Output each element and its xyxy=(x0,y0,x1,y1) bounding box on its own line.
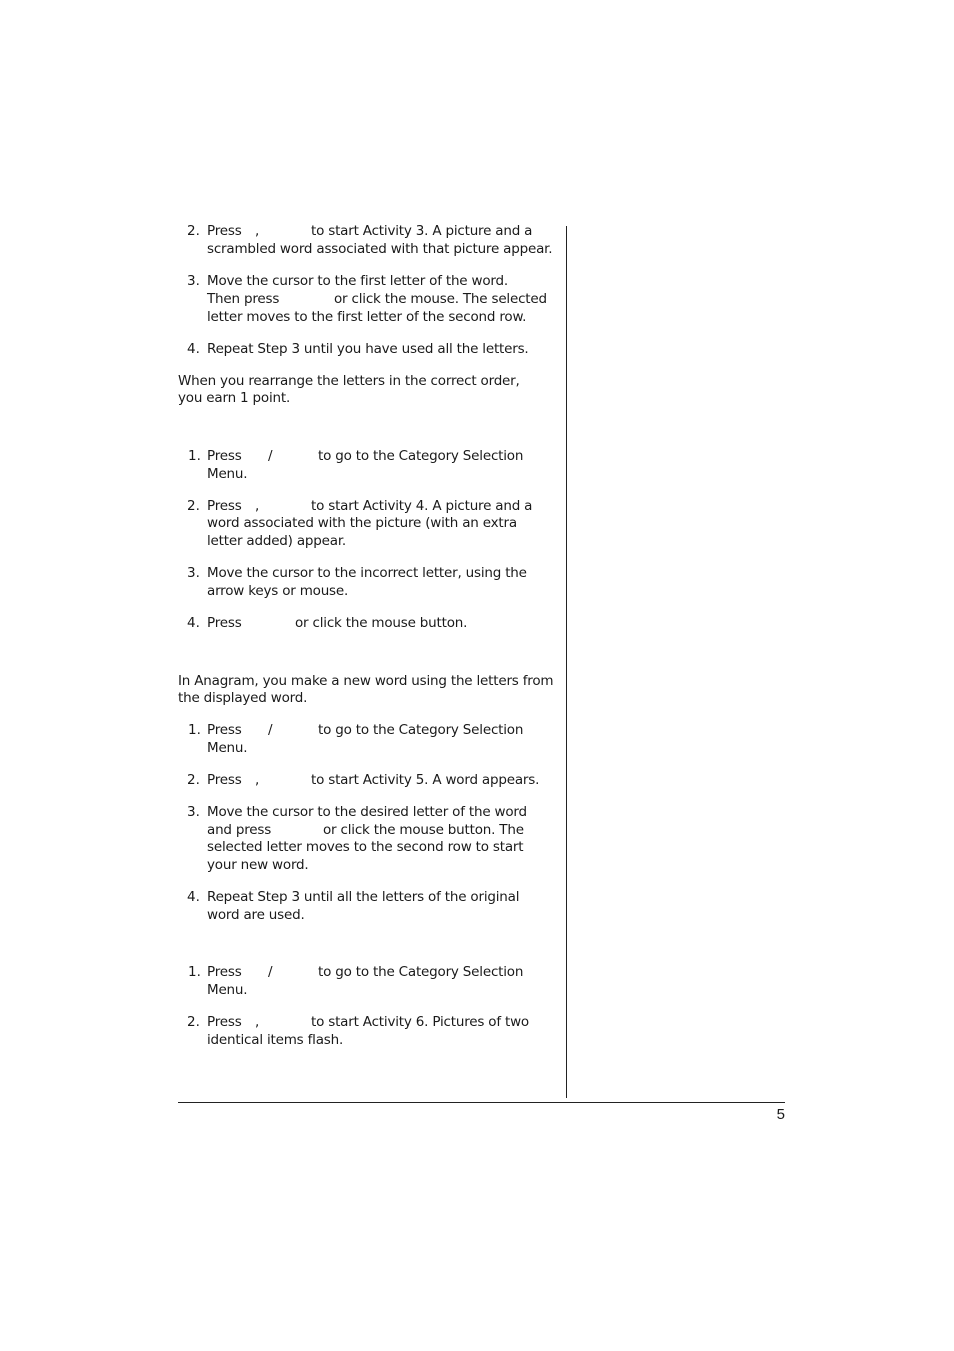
list-item: Repeat Step 3 until all the letters of the original xyxy=(207,889,520,905)
list-item-continued: letter moves to the first letter of the second row. xyxy=(207,309,527,325)
footer-rule xyxy=(178,1102,785,1103)
list-item: Repeat Step 3 until you have used all the letters. xyxy=(207,341,529,357)
paragraph: In Anagram, you make a new word using the letters from xyxy=(178,673,554,689)
list-number: 2. xyxy=(187,498,200,514)
list-number: 4. xyxy=(187,341,200,357)
list-item-continued: scrambled word associated with that picture appear. xyxy=(207,241,553,257)
list-item-continued: Menu. xyxy=(207,466,248,482)
list-item-continued: Menu. xyxy=(207,740,248,756)
list-item-continued: your new word. xyxy=(207,857,309,873)
manual-page: 5 2. Press , to start Activity 3. A picture and a scrambled word associated with that picture appear. 3. Move the cursor to the first letter of the word. Then press or click the mouse. The selected letter moves to the first letter of the second row. 4. Repeat Step 3 until you have used all the letters. When you rearrange the letters in the correct order, you earn 1 point. 1. Press / to go to the Category Selection Menu. 2. Press , to start Activity 4. A picture and a word associated with the picture (with an extra letter added) appear. 3. Move the cursor to the incorrect letter, using the arrow keys or mouse. 4. Press or click the mouse button. In Anagram, you make a new word using the letters from the displayed word. 1. Press / to go to the Category Selection Menu. 2. Press , to start Activity 5. A word appears. 3. Move the cursor to the desired letter of the word and press or click the mouse button. The selected letter moves to the second row to start your new word. 4. Repeat Step 3 until all the letters of the original word are used. 1. Press / to go to the Category Selection Menu. 2. Press , to start Activity 6. Pictures of two identical items flash. xyxy=(178,223,785,1123)
list-number: 3. xyxy=(187,273,200,289)
page-number: 5 xyxy=(776,1106,785,1123)
list-number: 4. xyxy=(187,889,200,905)
list-item-continued: word are used. xyxy=(207,907,305,923)
list-number: 1. xyxy=(188,448,201,464)
list-item: Move the cursor to the incorrect letter, using the xyxy=(207,565,527,581)
list-number: 4. xyxy=(187,615,200,631)
list-item-continued: word associated with the picture (with an extra xyxy=(207,515,517,531)
list-number: 1. xyxy=(188,722,201,738)
list-number: 2. xyxy=(187,772,200,788)
list-item-continued: selected letter moves to the second row to start xyxy=(207,839,524,855)
list-item-continued: Menu. xyxy=(207,982,248,998)
list-item: Move the cursor to the first letter of the word. xyxy=(207,273,508,289)
list-number: 1. xyxy=(188,964,201,980)
paragraph: When you rearrange the letters in the correct order, xyxy=(178,373,520,389)
list-item-continued: arrow keys or mouse. xyxy=(207,583,349,599)
list-number: 2. xyxy=(187,1014,200,1030)
list-number: 3. xyxy=(187,804,200,820)
list-item-continued: letter added) appear. xyxy=(207,533,347,549)
list-item-continued: identical items flash. xyxy=(207,1032,344,1048)
paragraph: the displayed word. xyxy=(178,690,308,706)
column-divider xyxy=(566,226,567,1098)
list-number: 3. xyxy=(187,565,200,581)
paragraph: you earn 1 point. xyxy=(178,390,291,406)
list-item: Move the cursor to the desired letter of the word xyxy=(207,804,527,820)
list-number: 2. xyxy=(187,223,200,239)
